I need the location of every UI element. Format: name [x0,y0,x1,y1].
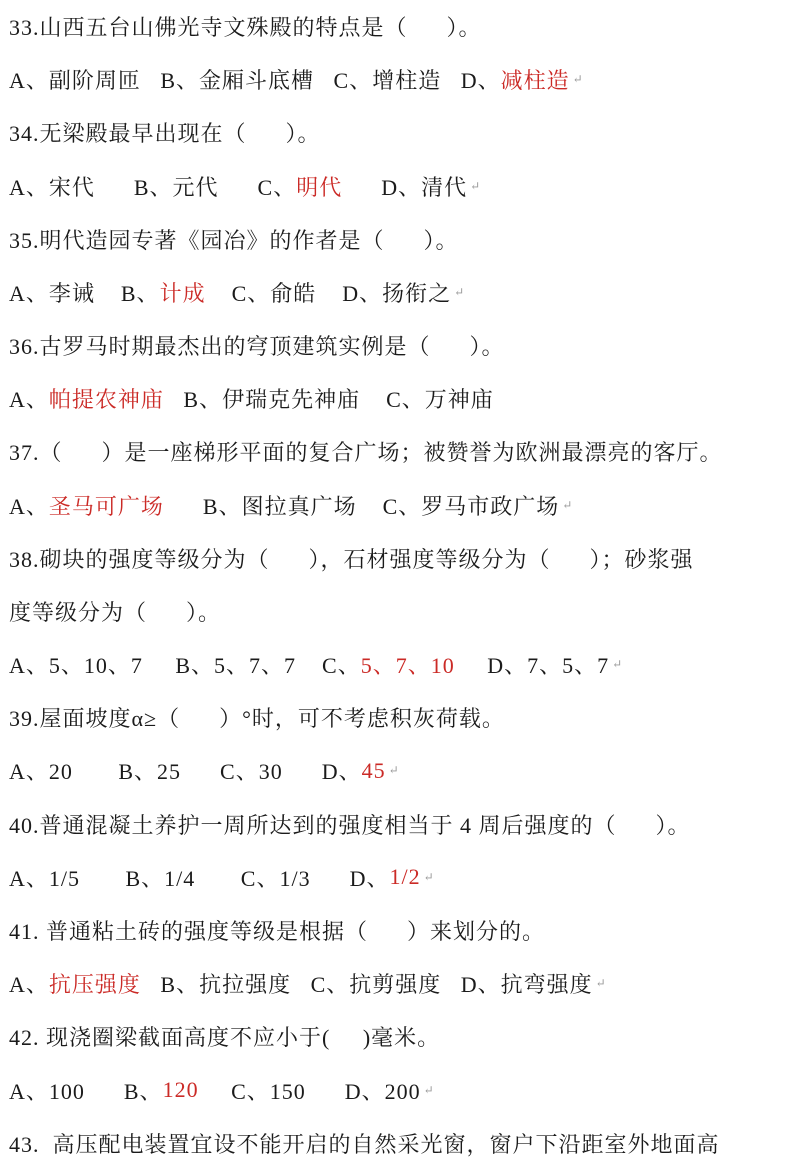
correct-answer-text: 5、7、10 [360,653,455,679]
question-text: B、图拉真广场 C、罗马市政广场 [163,493,560,519]
question-text: A、 [9,972,49,998]
correct-answer-text: 1/2 [389,864,421,890]
question-text: A、 [9,387,49,413]
paragraph-return-mark-icon: ↵ [562,497,573,512]
question-41-options [0,957,800,1010]
question-40-stem [0,798,800,851]
question-text: 度等级分为（ ）。 [9,599,222,625]
question-text: 37.（ ）是一座梯形平面的复合广场；被赞誉为欧洲最漂亮的客厅。 [9,440,723,466]
question-text: D、7、5、7 [454,653,610,679]
correct-answer-text: 抗压强度 [48,972,141,998]
question-text: A、5、10、7 B、5、7、7 C、 [9,653,361,679]
question-38-stem-line-1 [0,532,800,585]
question-34-stem [0,106,800,159]
correct-answer-text: 120 [162,1077,199,1103]
question-35-stem [0,213,800,266]
question-38-options [0,638,800,691]
question-text: 33.山西五台山佛光寺文殊殿的特点是（ ）。 [9,15,482,41]
question-text: B、伊瑞克先神庙 C、万神庙 [163,387,494,413]
question-39-options [0,744,800,797]
paragraph-return-mark-icon: ↵ [470,178,481,193]
paragraph-return-mark-icon: ↵ [572,72,583,87]
question-36-options [0,372,800,425]
question-42-stem [0,1010,800,1063]
question-text: A、20 B、25 C、30 D、 [9,759,362,785]
question-text: 35.明代造园专著《园冶》的作者是（ ）。 [9,227,459,253]
question-34-options [0,160,800,213]
question-41-stem [0,904,800,957]
question-text: A、李诫 B、 [9,280,160,306]
correct-answer-text: 圣马可广场 [48,493,164,519]
question-text: A、副阶周匝 B、金厢斗底槽 C、增柱造 D、 [9,68,501,94]
paragraph-return-mark-icon: ↵ [612,657,623,672]
paragraph-return-mark-icon: ↵ [388,763,399,778]
question-text: A、1/5 B、1/4 C、1/3 D、 [9,865,390,891]
question-text: 40.普通混凝土养护一周所达到的强度相当于 4 周后强度的（ ）。 [9,812,691,838]
question-37-stem [0,425,800,478]
correct-answer-text: 明代 [296,174,343,200]
question-33-options [0,53,800,106]
question-38-stem-line-2 [0,585,800,638]
question-text: 42. 现浇圈梁截面高度不应小于( )毫米。 [9,1025,441,1051]
question-42-options [0,1063,800,1116]
question-36-stem [0,319,800,372]
question-33-stem [0,0,800,53]
paragraph-return-mark-icon: ↵ [423,1082,434,1097]
question-text: 41. 普通粘土砖的强度等级是根据（ ）来划分的。 [9,919,546,944]
question-text: C、150 D、200 [198,1078,421,1104]
question-40-options [0,851,800,904]
question-text: 36.古罗马时期最杰出的穹顶建筑实例是（ ）。 [9,334,505,360]
question-text: 38.砌块的强度等级分为（ ），石材强度等级分为（ ）；砂浆强 [9,546,694,572]
question-37-options [0,479,800,532]
paragraph-return-mark-icon: ↵ [595,976,606,991]
question-text: 43. 高压配电装置宜设不能开启的自然采光窗，窗户下沿距室外地面高 [9,1131,720,1157]
question-35-options [0,266,800,319]
correct-answer-text: 计成 [159,280,206,306]
question-text: 34.无梁殿最早出现在（ ）。 [9,121,321,147]
question-text: C、俞皓 D、扬衔之 [205,280,452,306]
question-text: A、 [9,493,49,519]
question-39-stem [0,691,800,744]
correct-answer-text: 减柱造 [500,68,570,94]
question-text: B、抗拉强度 C、抗剪强度 D、抗弯强度 [140,972,593,998]
question-text: D、清代 [342,174,468,200]
question-text: 39.屋面坡度α≥（ ）°时，可不考虑积灰荷载。 [9,706,505,732]
paragraph-return-mark-icon: ↵ [454,284,465,299]
question-text: A、100 B、 [9,1078,163,1104]
paragraph-return-mark-icon: ↵ [423,869,434,884]
question-43-stem [0,1117,800,1170]
correct-answer-text: 45 [361,757,386,783]
question-text: A、宋代 B、元代 C、 [9,174,297,200]
correct-answer-text: 帕提农神庙 [48,387,164,413]
